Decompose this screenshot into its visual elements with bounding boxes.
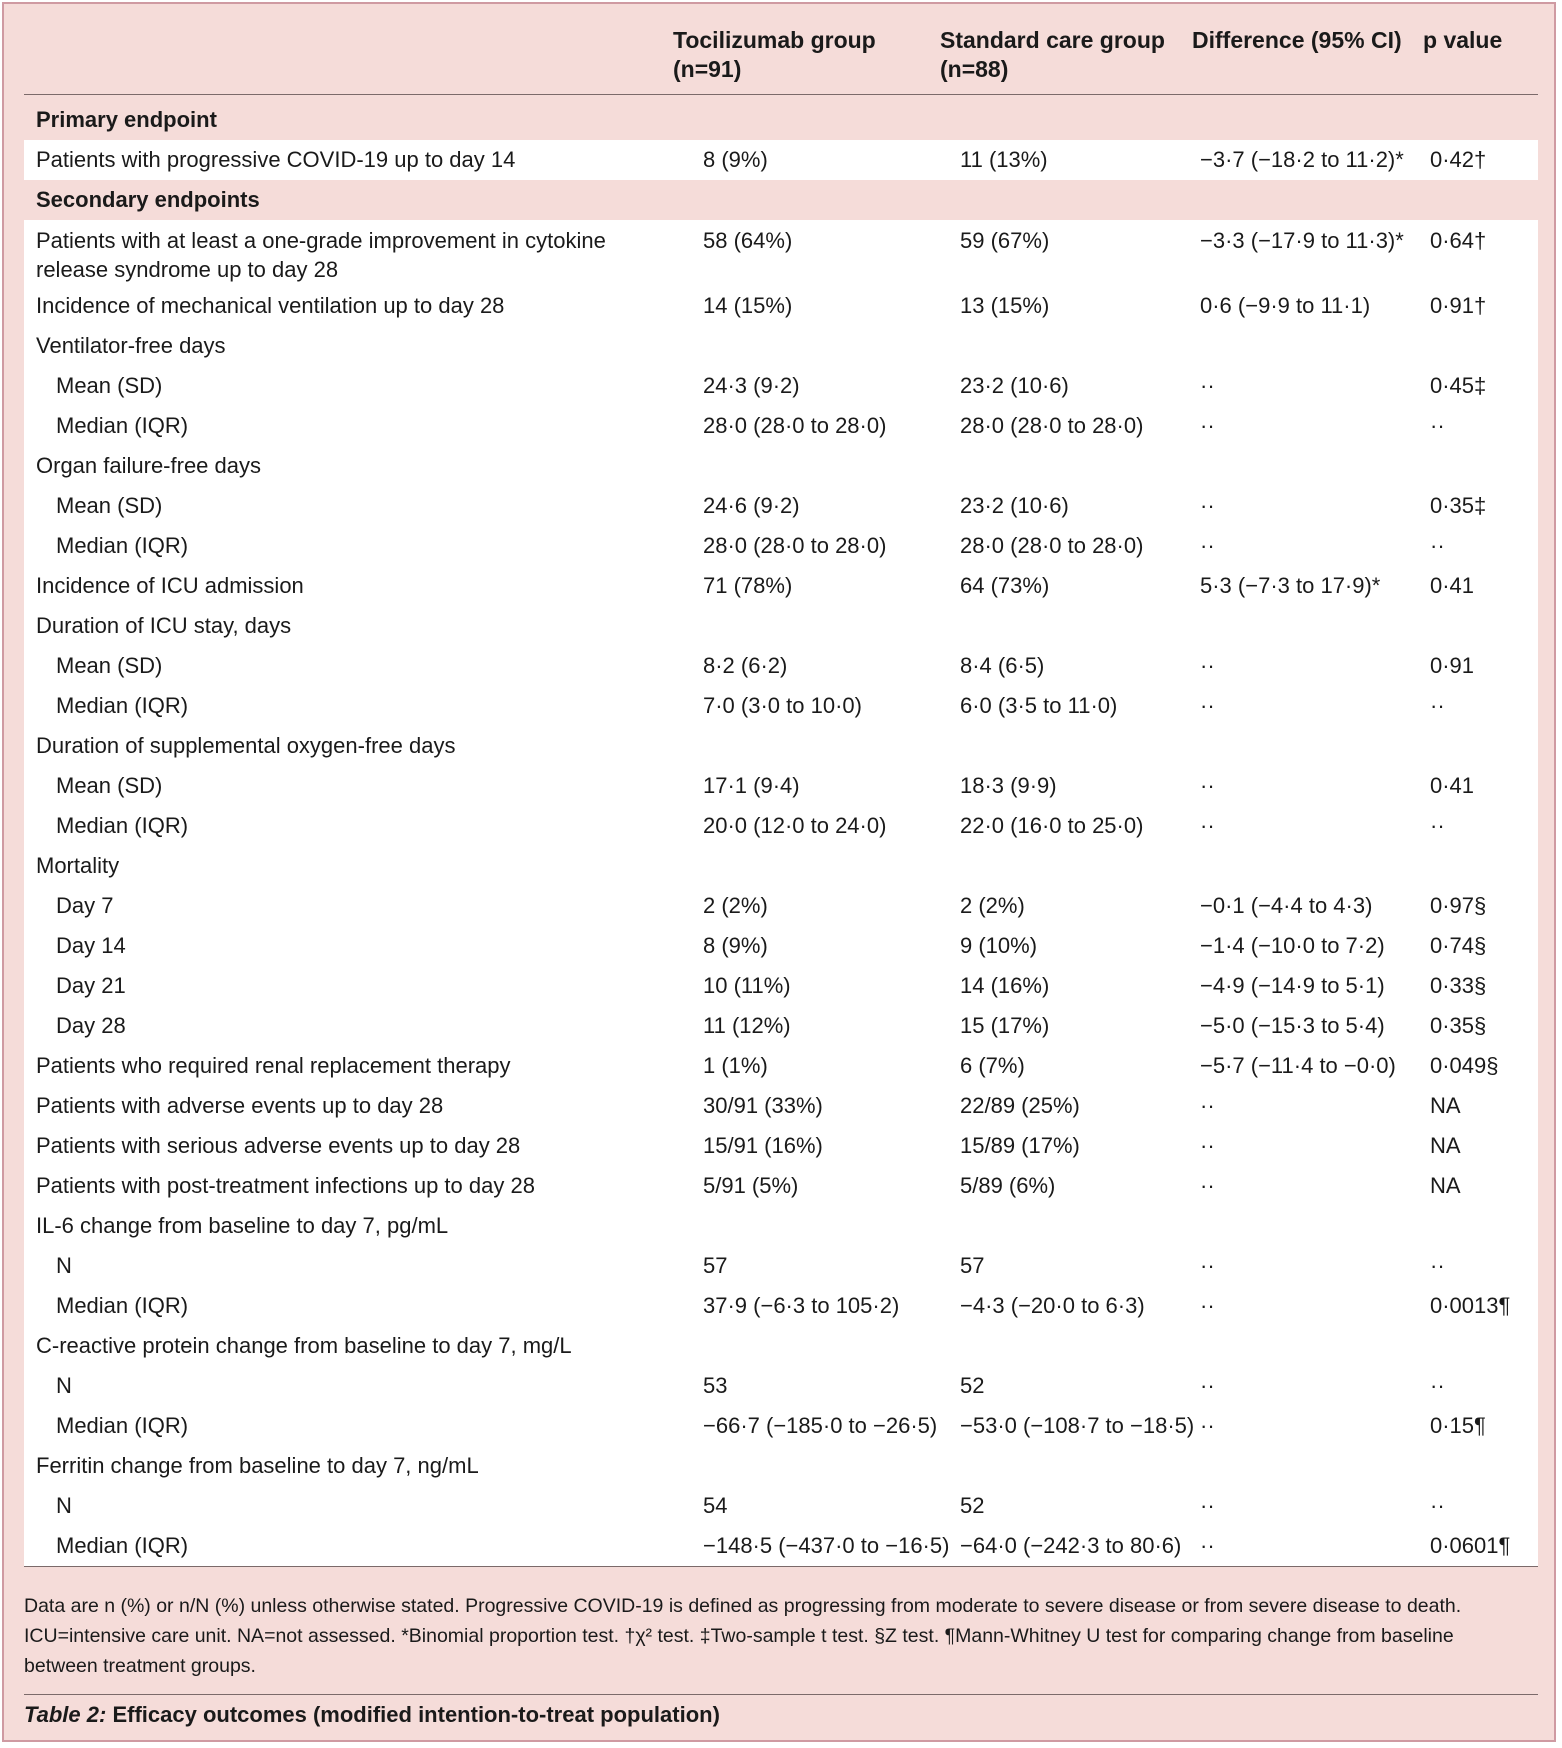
p-value: 0·049§	[1430, 1053, 1499, 1078]
row-label: Incidence of ICU admission	[36, 573, 304, 598]
row-label: Median (IQR)	[56, 1293, 189, 1318]
standard-care-value: −4·3 (−20·0 to 6·3)	[960, 1293, 1145, 1318]
row-label: Patients with at least a one-grade improvement in cytokine release syndrome up to day 28	[36, 228, 606, 282]
p-value: ··	[1430, 413, 1445, 438]
standard-care-value: 23·2 (10·6)	[960, 373, 1069, 398]
tocilizumab-value: 28·0 (28·0 to 28·0)	[703, 533, 887, 558]
p-value: ··	[1430, 813, 1445, 838]
p-value: 0·15¶	[1430, 1413, 1486, 1438]
difference-value: −5·7 (−11·4 to −0·0)	[1200, 1053, 1396, 1078]
p-value: ··	[1430, 1253, 1445, 1278]
table-row	[24, 766, 1538, 806]
tocilizumab-value: 20·0 (12·0 to 24·0)	[703, 813, 887, 838]
table-row	[24, 1526, 1538, 1566]
table-row	[24, 140, 1538, 180]
table-row	[24, 286, 1538, 326]
difference-value: −3·7 (−18·2 to 11·2)*	[1200, 147, 1404, 172]
row-label: Median (IQR)	[56, 1533, 189, 1558]
row-label: Median (IQR)	[56, 813, 189, 838]
difference-value: ··	[1200, 813, 1215, 838]
table-row	[24, 966, 1538, 1006]
p-value: ··	[1430, 693, 1445, 718]
tocilizumab-value: 53	[703, 1373, 728, 1398]
difference-value: ··	[1200, 773, 1215, 798]
standard-care-value: 9 (10%)	[960, 933, 1038, 958]
table-row	[24, 726, 1538, 766]
tocilizumab-value: 28·0 (28·0 to 28·0)	[703, 413, 887, 438]
table-footnote: Data are n (%) or n/N (%) unless otherwise stated. Progressive COVID-19 is defined as progressing from moderate to severe disease or from severe disease to death. ICU=intensive care unit. NA=not assessed. *Binomial proportion test. †χ² test. ‡Two-sample t test. §Z test. ¶Mann-Whitney U test for comparing change from baseline between treatment groups.	[24, 1595, 1462, 1677]
table-row	[24, 686, 1538, 726]
p-value: 0·41	[1430, 573, 1475, 598]
row-label: Day 21	[56, 973, 126, 998]
caption-rule	[24, 1694, 1538, 1695]
standard-care-value: 5/89 (6%)	[960, 1173, 1056, 1198]
tocilizumab-value: 8 (9%)	[703, 147, 768, 172]
header-p-value: p value	[1423, 27, 1503, 53]
table-row	[24, 886, 1538, 926]
table-frame	[2, 2, 1556, 1742]
standard-care-value: 15/89 (17%)	[960, 1133, 1080, 1158]
row-label: N	[56, 1373, 72, 1398]
standard-care-value: 64 (73%)	[960, 573, 1050, 598]
section-heading-row	[24, 100, 1538, 140]
table-row	[24, 1246, 1538, 1286]
table-row	[24, 220, 1538, 286]
table-caption	[24, 1702, 720, 1728]
difference-value: −0·1 (−4·4 to 4·3)	[1200, 893, 1373, 918]
table-body	[24, 100, 1538, 1566]
standard-care-value: 52	[960, 1493, 985, 1518]
tocilizumab-value: 37·9 (−6·3 to 105·2)	[703, 1293, 900, 1318]
difference-value: ··	[1200, 1253, 1215, 1278]
row-label: Patients with progressive COVID-19 up to day 14	[36, 147, 516, 172]
standard-care-value: 57	[960, 1253, 985, 1278]
p-value: ··	[1430, 1493, 1445, 1518]
row-label: C-reactive protein change from baseline to day 7, mg/L	[36, 1333, 572, 1358]
tocilizumab-value: 24·6 (9·2)	[703, 493, 800, 518]
row-label: Mean (SD)	[56, 653, 163, 678]
difference-value: ··	[1200, 1133, 1215, 1158]
tocilizumab-value: 1 (1%)	[703, 1053, 768, 1078]
section-heading: Primary endpoint	[36, 107, 217, 132]
difference-value: ··	[1200, 1093, 1215, 1118]
difference-value: ··	[1200, 533, 1215, 558]
row-label: Day 14	[56, 933, 126, 958]
row-label: Organ failure-free days	[36, 453, 261, 478]
standard-care-value: 23·2 (10·6)	[960, 493, 1069, 518]
difference-value: ··	[1200, 1173, 1215, 1198]
difference-value: −4·9 (−14·9 to 5·1)	[1200, 973, 1385, 998]
difference-value: ··	[1200, 1413, 1215, 1438]
p-value: NA	[1430, 1133, 1461, 1158]
difference-value: ··	[1200, 653, 1215, 678]
row-label: Day 7	[56, 893, 114, 918]
table-bottom-rule	[24, 1566, 1538, 1567]
standard-care-value: 18·3 (9·9)	[960, 773, 1057, 798]
standard-care-value: 6·0 (3·5 to 11·0)	[960, 693, 1118, 718]
table-row	[24, 1406, 1538, 1446]
difference-value: 5·3 (−7·3 to 17·9)*	[1200, 573, 1381, 598]
table-header	[24, 24, 1538, 94]
tocilizumab-value: 8·2 (6·2)	[703, 653, 788, 678]
p-value: ··	[1430, 533, 1445, 558]
table-row	[24, 1326, 1538, 1366]
table-row	[24, 1086, 1538, 1126]
tocilizumab-value: 57	[703, 1253, 728, 1278]
table-row	[24, 366, 1538, 406]
p-value: 0·91†	[1430, 293, 1487, 318]
p-value: 0·33§	[1430, 973, 1487, 998]
row-label: Mortality	[36, 853, 120, 878]
table-row	[24, 1286, 1538, 1326]
tocilizumab-value: 54	[703, 1493, 728, 1518]
difference-value: ··	[1200, 1493, 1215, 1518]
table-row	[24, 926, 1538, 966]
header-rule	[24, 94, 1538, 95]
row-label: Median (IQR)	[56, 693, 189, 718]
difference-value: ··	[1200, 373, 1215, 398]
difference-value: −1·4 (−10·0 to 7·2)	[1200, 933, 1385, 958]
tocilizumab-value: 17·1 (9·4)	[703, 773, 800, 798]
tocilizumab-value: 15/91 (16%)	[703, 1133, 823, 1158]
p-value: 0·35§	[1430, 1013, 1487, 1038]
difference-value: ··	[1200, 493, 1215, 518]
tocilizumab-value: −66·7 (−185·0 to −26·5)	[703, 1413, 938, 1438]
row-label: Mean (SD)	[56, 493, 163, 518]
table-row	[24, 606, 1538, 646]
p-value: ··	[1430, 1373, 1445, 1398]
standard-care-value: 11 (13%)	[960, 147, 1048, 172]
p-value: 0·45‡	[1430, 373, 1487, 398]
table-row	[24, 446, 1538, 486]
difference-value: −5·0 (−15·3 to 5·4)	[1200, 1013, 1385, 1038]
standard-care-value: −64·0 (−242·3 to 80·6)	[960, 1533, 1182, 1558]
row-label: Ventilator-free days	[36, 333, 226, 358]
tocilizumab-value: 7·0 (3·0 to 10·0)	[703, 693, 862, 718]
standard-care-value: 59 (67%)	[960, 228, 1050, 253]
row-label: Median (IQR)	[56, 413, 189, 438]
table-row	[24, 566, 1538, 606]
difference-value: ··	[1200, 413, 1215, 438]
p-value: 0·97§	[1430, 893, 1487, 918]
header-standard-care: Standard care group (n=88)	[940, 27, 1165, 82]
p-value: 0·0601¶	[1430, 1533, 1511, 1558]
p-value: 0·0013¶	[1430, 1293, 1511, 1318]
row-label: Incidence of mechanical ventilation up to day 28	[36, 293, 505, 318]
table-row	[24, 806, 1538, 846]
tocilizumab-value: 71 (78%)	[703, 573, 793, 598]
row-label: N	[56, 1493, 72, 1518]
row-label: Ferritin change from baseline to day 7, ng/mL	[36, 1453, 479, 1478]
p-value: 0·74§	[1430, 933, 1487, 958]
section-heading-row	[24, 180, 1538, 220]
table-row	[24, 526, 1538, 566]
difference-value: ··	[1200, 1373, 1215, 1398]
p-value: 0·64†	[1430, 228, 1487, 253]
tocilizumab-value: 5/91 (5%)	[703, 1173, 799, 1198]
standard-care-value: 2 (2%)	[960, 893, 1025, 918]
table-row	[24, 846, 1538, 886]
table-row	[24, 1446, 1538, 1486]
p-value: 0·41	[1430, 773, 1475, 798]
standard-care-value: 8·4 (6·5)	[960, 653, 1045, 678]
difference-value: ··	[1200, 1533, 1215, 1558]
p-value: NA	[1430, 1173, 1461, 1198]
row-label: Duration of ICU stay, days	[36, 613, 292, 638]
header-difference: Difference (95% CI)	[1192, 27, 1402, 53]
table-row	[24, 486, 1538, 526]
difference-value: −3·3 (−17·9 to 11·3)*	[1200, 228, 1404, 253]
difference-value: ··	[1200, 693, 1215, 718]
standard-care-value: 13 (15%)	[960, 293, 1050, 318]
row-label: Median (IQR)	[56, 533, 189, 558]
table-row	[24, 1126, 1538, 1166]
standard-care-value: 28·0 (28·0 to 28·0)	[960, 533, 1144, 558]
standard-care-value: 22/89 (25%)	[960, 1093, 1080, 1118]
standard-care-value: 15 (17%)	[960, 1013, 1050, 1038]
section-heading: Secondary endpoints	[36, 187, 260, 212]
table-row	[24, 1486, 1538, 1526]
difference-value: 0·6 (−9·9 to 11·1)	[1200, 293, 1371, 318]
row-label: Duration of supplemental oxygen-free days	[36, 733, 456, 758]
tocilizumab-value: 10 (11%)	[703, 973, 791, 998]
p-value: 0·42†	[1430, 147, 1487, 172]
standard-care-value: 6 (7%)	[960, 1053, 1025, 1078]
row-label: Patients with post-treatment infections up to day 28	[36, 1173, 535, 1198]
header-tocilizumab: Tocilizumab group (n=91)	[673, 27, 876, 82]
row-label: Patients who required renal replacement therapy	[36, 1053, 511, 1078]
tocilizumab-value: 24·3 (9·2)	[703, 373, 800, 398]
tocilizumab-value: 14 (15%)	[703, 293, 793, 318]
standard-care-value: 28·0 (28·0 to 28·0)	[960, 413, 1144, 438]
table-row	[24, 1206, 1538, 1246]
p-value: 0·35‡	[1430, 493, 1487, 518]
table-row	[24, 646, 1538, 686]
row-label: Patients with adverse events up to day 28	[36, 1093, 444, 1118]
caption-label: Table 2:	[24, 1702, 107, 1727]
table-row	[24, 1366, 1538, 1406]
table-row	[24, 1166, 1538, 1206]
row-label: Mean (SD)	[56, 373, 163, 398]
row-label: Day 28	[56, 1013, 126, 1038]
row-label: Patients with serious adverse events up to day 28	[36, 1133, 521, 1158]
standard-care-value: 22·0 (16·0 to 25·0)	[960, 813, 1144, 838]
tocilizumab-value: −148·5 (−437·0 to −16·5)	[703, 1533, 950, 1558]
standard-care-value: −53·0 (−108·7 to −18·5)	[960, 1413, 1195, 1438]
caption-title: Efficacy outcomes (modified intention-to-treat population)	[112, 1702, 720, 1727]
difference-value: ··	[1200, 1293, 1215, 1318]
tocilizumab-value: 8 (9%)	[703, 933, 768, 958]
table-row	[24, 1006, 1538, 1046]
standard-care-value: 14 (16%)	[960, 973, 1050, 998]
row-label: Median (IQR)	[56, 1413, 189, 1438]
tocilizumab-value: 58 (64%)	[703, 228, 793, 253]
row-label: Mean (SD)	[56, 773, 163, 798]
tocilizumab-value: 30/91 (33%)	[703, 1093, 823, 1118]
standard-care-value: 52	[960, 1373, 985, 1398]
tocilizumab-value: 11 (12%)	[703, 1013, 791, 1038]
row-label: N	[56, 1253, 72, 1278]
table-row	[24, 326, 1538, 366]
p-value: 0·91	[1430, 653, 1475, 678]
row-label: IL-6 change from baseline to day 7, pg/mL	[36, 1213, 449, 1238]
table-row	[24, 406, 1538, 446]
tocilizumab-value: 2 (2%)	[703, 893, 768, 918]
p-value: NA	[1430, 1093, 1461, 1118]
table-row	[24, 1046, 1538, 1086]
